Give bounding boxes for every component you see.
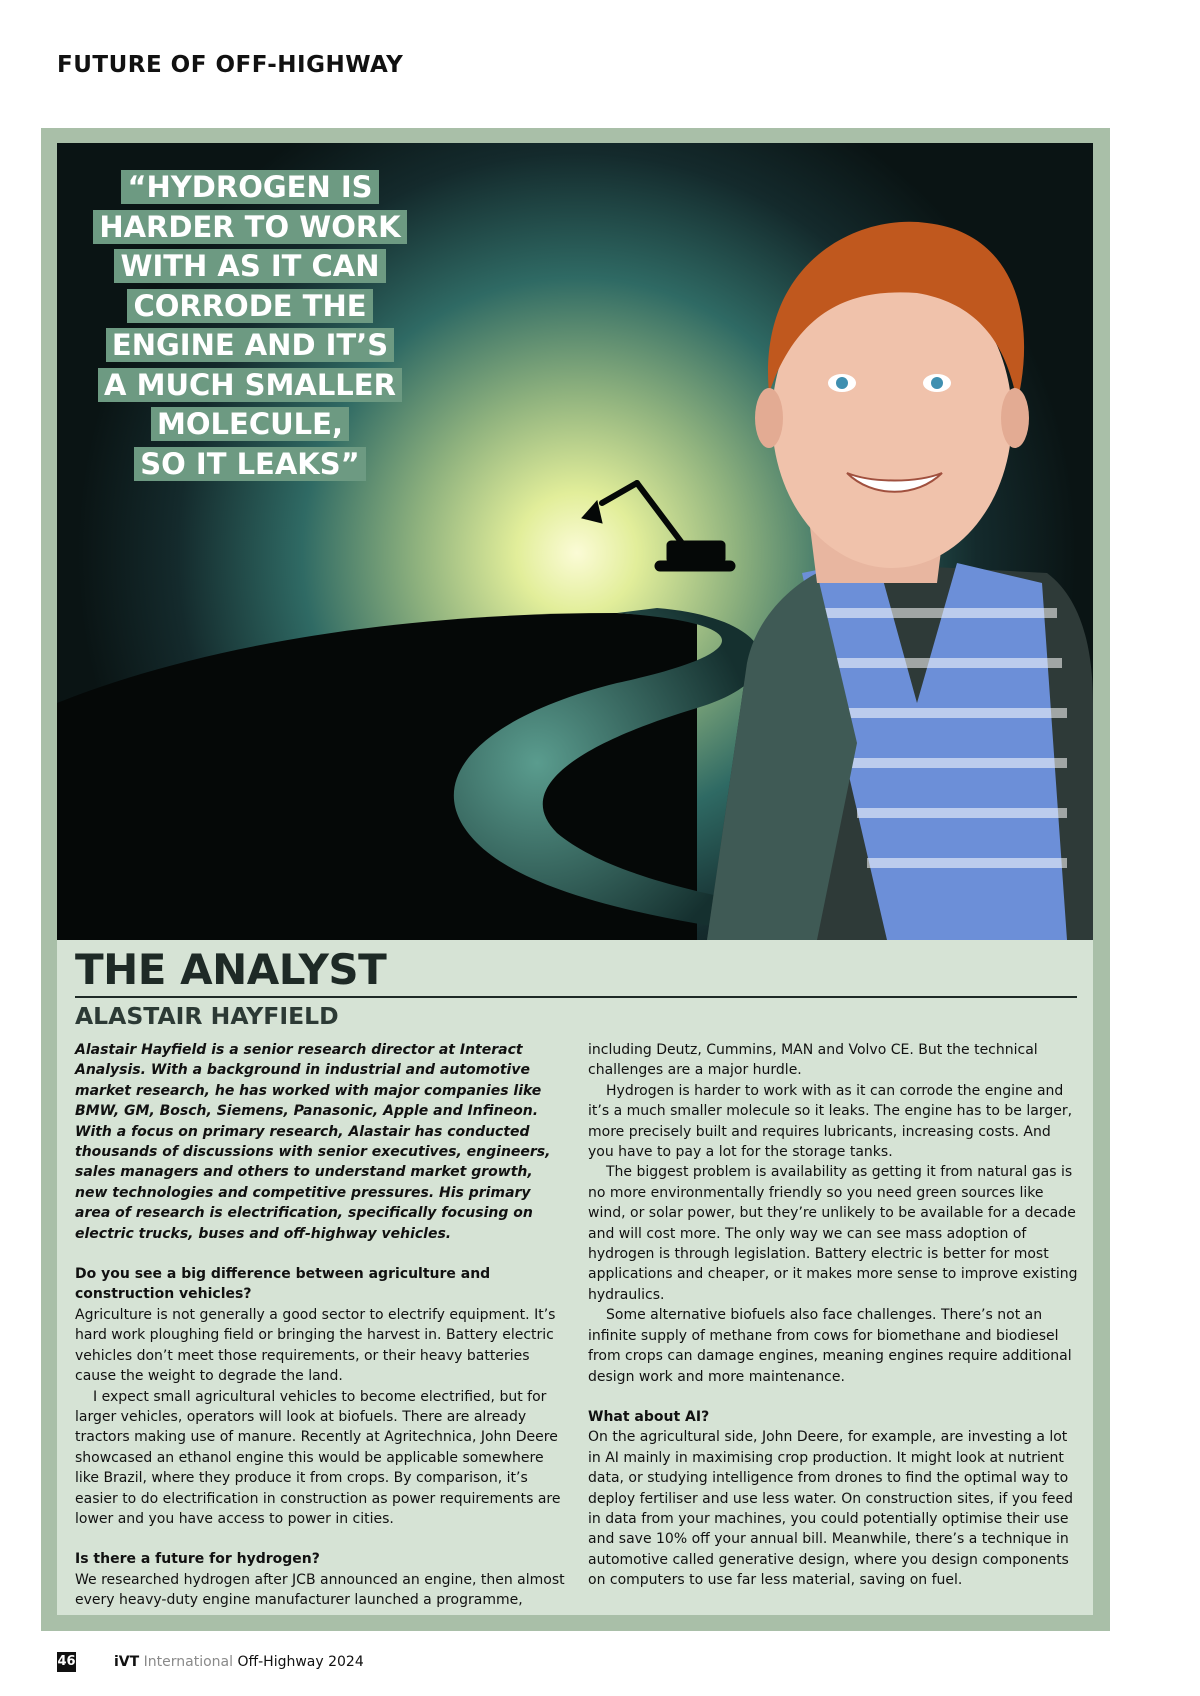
article-title: THE ANALYST (75, 945, 387, 994)
publication-line (114, 1652, 364, 1672)
pull-quote-line: WITH AS IT CAN (114, 249, 385, 283)
publication-brand: iVT (114, 1654, 140, 1670)
answer-paragraph: The biggest problem is availability as getting it from natural gas is no more environmentally friendly so you need green sources like wind, or solar power, but they’re unlikely to be available for a decade and will cost more. The only way we can see mass adoption of hydrogen is through legislation. Battery electric is better for most applications and cheaper, or it makes more sense to improve existing hydraulics. (588, 1164, 1078, 1303)
publication-brand-sub: International (143, 1654, 233, 1670)
pull-quote-line: HARDER TO WORK (93, 210, 406, 244)
publication-issue: Off-Highway 2024 (237, 1654, 364, 1670)
pull-quote (80, 170, 420, 486)
answer-paragraph: I expect small agricultural vehicles to become electrified, but for larger vehicles, operators will look at biofuels. There are already tractors making use of manure. Recently at Agritechnica, John Deere showcased an ethanol engine this would be applicable somewhere like Brazil, where they produce it from crops. By comparison, it’s easier to do electrification in construction as power requirements are lower and you have access to power in cities. (75, 1388, 561, 1527)
question-heading: Do you see a big difference between agriculture and construction vehicles? (75, 1266, 491, 1303)
answer-paragraph: Some alternative biofuels also face challenges. There’s not an infinite supply of methane from cows for biomethane and biodiesel from crops can damage engines, meaning engines require additional design work and more maintenance. (588, 1307, 1072, 1385)
question-heading: What about AI? (588, 1408, 710, 1425)
intro-paragraph: Alastair Hayfield is a senior research director at Interact Analysis. With a background in industrial and automotive market research, he has worked with major companies like BMW, GM, Bosch, Siemens, Panasonic, Apple and Infineon. With a focus on primary research, Alastair has conducted thousands of discussions with senior executives, engineers, sales managers and others to understand market growth, new technologies and competitive pressures. His primary area of research is electrification, specifically focusing on electric trucks, buses and off-highway vehicles. (75, 1042, 551, 1242)
pull-quote-line: SO IT LEAKS” (134, 447, 365, 481)
answer-paragraph: Agriculture is not generally a good sector to electrify equipment. It’s hard work ploughing field or bringing the harvest in. Battery electric vehicles don’t meet those requirements, or their heavy batteries cause the weight to degrade the land. (75, 1306, 556, 1385)
pull-quote-line: “HYDROGEN IS (121, 170, 378, 204)
column-left (75, 1040, 565, 1611)
pull-quote-line: A MUCH SMALLER (98, 368, 402, 402)
column-right (588, 1040, 1078, 1591)
answer-paragraph: including Deutz, Cummins, MAN and Volvo CE. But the technical challenges are a major hurdle. (588, 1042, 1038, 1079)
answer-paragraph: Hydrogen is harder to work with as it can corrode the engine and it’s a much smaller molecule so it leaks. The engine has to be larger, more precisely built and requires lubricants, increasing costs. And you have to pay a lot for the storage tanks. (588, 1082, 1073, 1161)
pull-quote-line: MOLECULE, (151, 407, 349, 441)
question-heading: Is there a future for hydrogen? (75, 1551, 320, 1568)
pull-quote-line: CORRODE THE (127, 289, 372, 323)
answer-paragraph: On the agricultural side, John Deere, for example, are investing a lot in AI mainly in maximising crop production. It might look at nutrient data, or studying intelligence from drones to find the optimal way to deploy fertiliser and use less water. On construction sites, if you feed in data from your machines, you could potentially optimise their use and save 10% off your annual bill. Meanwhile, there’s a technique in automotive called generative design, where you design components on computers to use far less material, saving on fuel. (588, 1429, 1074, 1589)
section-label: FUTURE OF OFF-HIGHWAY (57, 52, 404, 78)
title-rule (75, 996, 1077, 998)
answer-paragraph: We researched hydrogen after JCB announced an engine, then almost every heavy-duty engine manufacturer launched a programme, (75, 1571, 565, 1609)
pull-quote-line: ENGINE AND IT’S (106, 328, 394, 362)
article-subtitle: ALASTAIR HAYFIELD (75, 1002, 339, 1030)
page-number: 46 (57, 1652, 76, 1672)
